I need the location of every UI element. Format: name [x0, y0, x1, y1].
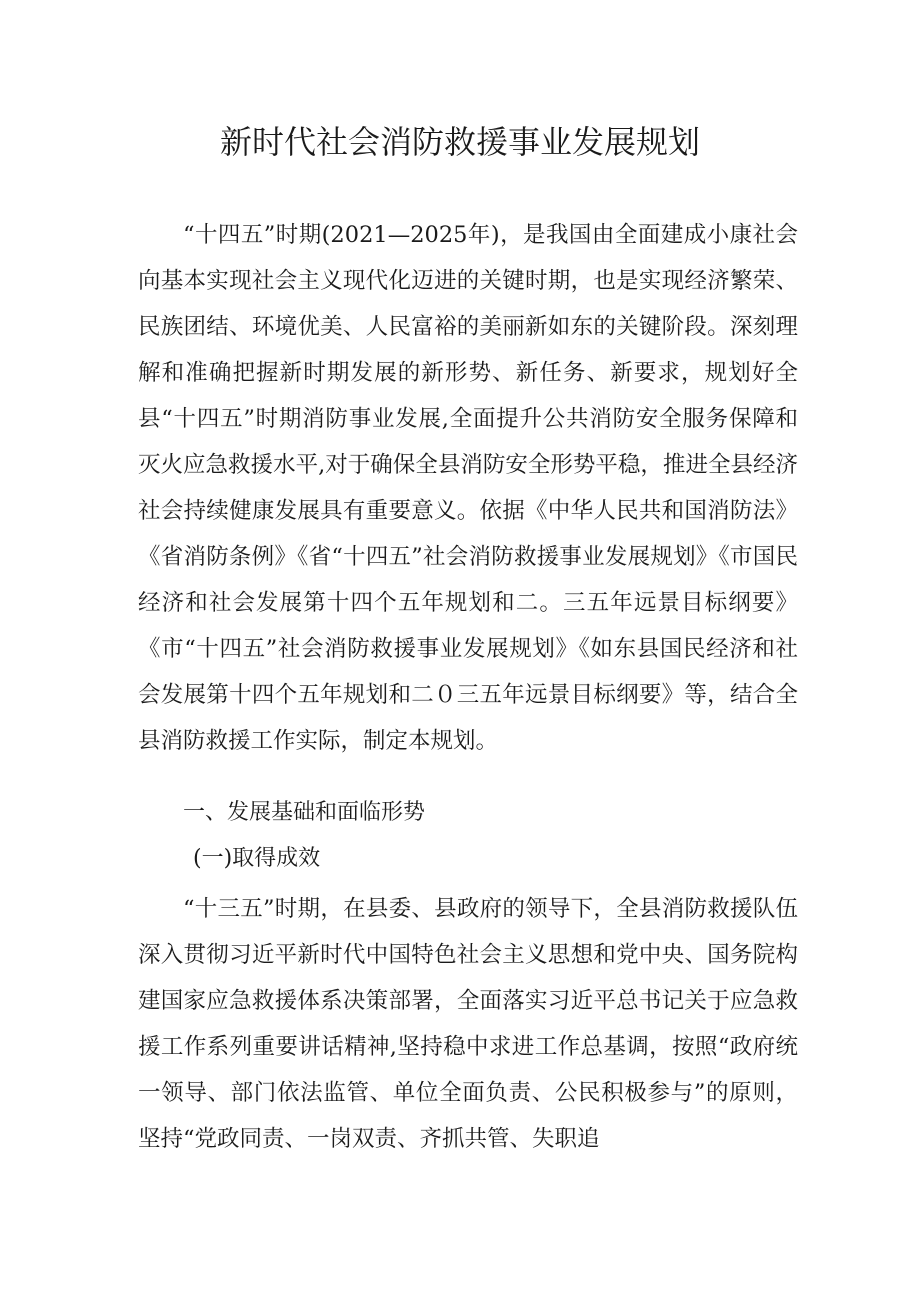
subsection-heading: (一)取得成效 — [193, 846, 321, 871]
achievements-paragraph: “十三五”时期，在县委、县政府的领导下，全县消防救援队伍深入贯彻习近平新时代中国特色社会主义思想和党中央、国务院构建国家应急救援体系决策部署，全面落实习近平总书记关于应急救援工作系列重要讲话精神,坚持稳中求进工作总基调，按照“政府统一领导、部门依法监管、单位全面负责、公民积极参与”的原则，坚持“党政同责、一岗双责、齐抓共管、失职追 — [138, 896, 798, 1152]
section-heading: 一、发展基础和面临形势 — [183, 800, 426, 825]
intro-paragraph: “十四五”时期(2021—2025年)，是我国由全面建成小康社会向基本实现社会主义现代化迈进的关键时期，也是实现经济繁荣、民族团结、环境优美、人民富裕的美丽新如东的关键阶段。深刻理解和准确把握新时期发展的新形势、新任务、新要求，规划好全县“十四五”时期消防事业发展,全面提升公共消防安全服务保障和灭火应急救援水平,对于确保全县消防安全形势平稳，推进全县经济社会持续健康发展具有重要意义。依据《中华人民共和国消防法》《省消防条例》《省“十四五”社会消防救援事业发展规划》《市国民经济和社会发展第十四个五年规划和二。三五年远景目标纲要》《市“十四五”社会消防救援事业发展规划》《如东县国民经济和社会发展第十四个五年规划和二０三五年远景目标纲要》等，结合全县消防救援工作实际，制定本规划。 — [138, 222, 798, 754]
document-title: 新时代社会消防救援事业发展规划 — [219, 123, 700, 161]
